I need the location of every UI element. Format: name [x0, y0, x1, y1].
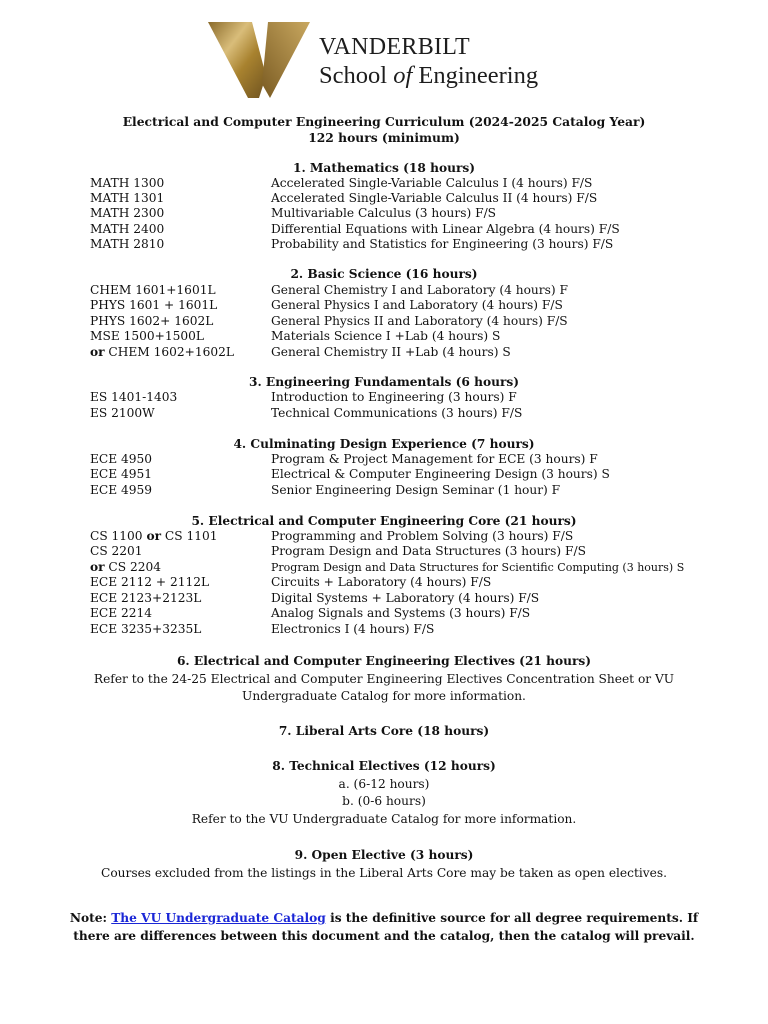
section-heading: 2. Basic Science (16 hours) — [290, 267, 478, 281]
course-code: MATH 2300 — [90, 206, 165, 220]
course-description: Electrical & Computer Engineering Design (3 hours) S — [271, 467, 610, 481]
note-line-2: there are differences between this document and the catalog, then the catalog will prevail. — [73, 929, 695, 943]
note-line-1 — [0, 911, 768, 925]
section-heading: 4. Culminating Design Experience (7 hours) — [233, 437, 535, 451]
course-description: Programming and Problem Solving (3 hours) F/S — [271, 529, 574, 543]
course-code: ECE 4951 — [90, 467, 153, 481]
section-text: Refer to the 24-25 Electrical and Computer Engineering Electives Concentration Sheet or VU — [93, 672, 675, 686]
undergraduate-catalog-link[interactable]: The VU Undergraduate Catalog — [111, 911, 326, 925]
header — [208, 22, 568, 98]
course-code: MATH 2400 — [90, 222, 165, 236]
course-code: CS 1100 — [90, 529, 147, 543]
course-code: ECE 2123+2123L — [90, 591, 202, 605]
course-description: Program & Project Management for ECE (3 hours) F — [271, 452, 598, 466]
course-code: ES 1401-1403 — [90, 390, 178, 404]
section-text: a. (6-12 hours) — [338, 777, 430, 791]
course-description: Electronics I (4 hours) F/S — [271, 622, 435, 636]
brand-name: VANDERBILT — [319, 34, 471, 60]
section-heading: 6. Electrical and Computer Engineering Electives (21 hours) — [176, 654, 592, 668]
course-description: General Physics II and Laboratory (4 hours) F/S — [271, 314, 568, 328]
or-label: or — [90, 560, 105, 574]
course-description: Program Design and Data Structures for Scientific Computing (3 hours) S — [271, 561, 685, 574]
document-title: Electrical and Computer Engineering Curriculum (2024-2025 Catalog Year) — [122, 114, 646, 129]
document-subtitle: 122 hours (minimum) — [308, 130, 460, 145]
section-heading: 1. Mathematics (18 hours) — [292, 161, 476, 175]
brand-school — [319, 62, 538, 90]
section-heading: 3. Engineering Fundamentals (6 hours) — [248, 375, 520, 389]
brand-school-of: of — [393, 62, 413, 89]
note-label: Note: — [69, 911, 112, 925]
section-text: Refer to the VU Undergraduate Catalog for more information. — [191, 812, 577, 826]
course-description: Senior Engineering Design Seminar (1 hour) F — [271, 483, 561, 497]
course-description: Accelerated Single-Variable Calculus I (4 hours) F/S — [271, 176, 593, 190]
course-code: MATH 1300 — [90, 176, 165, 190]
section-text: Undergraduate Catalog for more information. — [242, 689, 526, 703]
section-text: b. (0-6 hours) — [342, 794, 426, 808]
course-description: Technical Communications (3 hours) F/S — [271, 406, 523, 420]
course-code: ECE 2214 — [90, 606, 153, 620]
course-code: MATH 1301 — [90, 191, 165, 205]
course-description: General Chemistry II +Lab (4 hours) S — [271, 345, 511, 359]
course-code: ECE 3235+3235L — [90, 622, 202, 636]
or-label: or — [146, 529, 162, 543]
course-code: CHEM 1601+1601L — [90, 283, 216, 297]
course-description: Materials Science I +Lab (4 hours) S — [271, 329, 501, 343]
course-code: PHYS 1602+ 1602L — [90, 314, 214, 328]
course-description: Differential Equations with Linear Algebra (4 hours) F/S — [271, 222, 620, 236]
or-label: or — [90, 345, 105, 359]
course-code-alternative — [90, 345, 234, 359]
section-heading: 9. Open Elective (3 hours) — [294, 848, 474, 862]
course-code: ES 2100W — [90, 406, 155, 420]
course-description: General Chemistry I and Laboratory (4 hours) F — [271, 283, 568, 297]
course-description: Digital Systems + Laboratory (4 hours) F/S — [271, 591, 540, 605]
course-description: Program Design and Data Structures (3 hours) F/S — [271, 544, 586, 558]
course-code: ECE 4950 — [90, 452, 153, 466]
section-heading: 5. Electrical and Computer Engineering Core (21 hours) — [191, 514, 577, 528]
course-code: CHEM 1602+1602L — [104, 345, 234, 359]
course-description: General Physics I and Laboratory (4 hours) F/S — [271, 298, 563, 312]
course-code: CS 2204 — [104, 560, 162, 574]
course-description: Accelerated Single-Variable Calculus II (4 hours) F/S — [271, 191, 598, 205]
course-code: CS 1101 — [161, 529, 218, 543]
course-code-alternative — [90, 560, 161, 574]
section-heading: 7. Liberal Arts Core (18 hours) — [278, 724, 490, 738]
vanderbilt-v-logo — [208, 22, 310, 98]
course-code: ECE 4959 — [90, 483, 153, 497]
course-description: Probability and Statistics for Engineering (3 hours) F/S — [271, 237, 614, 251]
course-code: CS 2201 — [90, 544, 143, 558]
course-code: ECE 2112 + 2112L — [90, 575, 210, 589]
course-description: Analog Signals and Systems (3 hours) F/S — [271, 606, 531, 620]
course-code: MSE 1500+1500L — [90, 329, 204, 343]
course-description: Introduction to Engineering (3 hours) F — [271, 390, 517, 404]
course-code-alternative — [90, 529, 217, 543]
course-code: MATH 2810 — [90, 237, 165, 251]
section-text: Courses excluded from the listings in the Liberal Arts Core may be taken as open electives. — [101, 866, 667, 880]
section-heading: 8. Technical Electives (12 hours) — [272, 759, 496, 773]
brand-school-suffix: Engineering — [412, 62, 539, 89]
course-description: Multivariable Calculus (3 hours) F/S — [271, 206, 497, 220]
course-description: Circuits + Laboratory (4 hours) F/S — [271, 575, 492, 589]
brand-school-prefix: School — [319, 62, 394, 89]
course-code: PHYS 1601 + 1601L — [90, 298, 218, 312]
note-text: is the definitive source for all degree requirements. If — [325, 911, 699, 925]
